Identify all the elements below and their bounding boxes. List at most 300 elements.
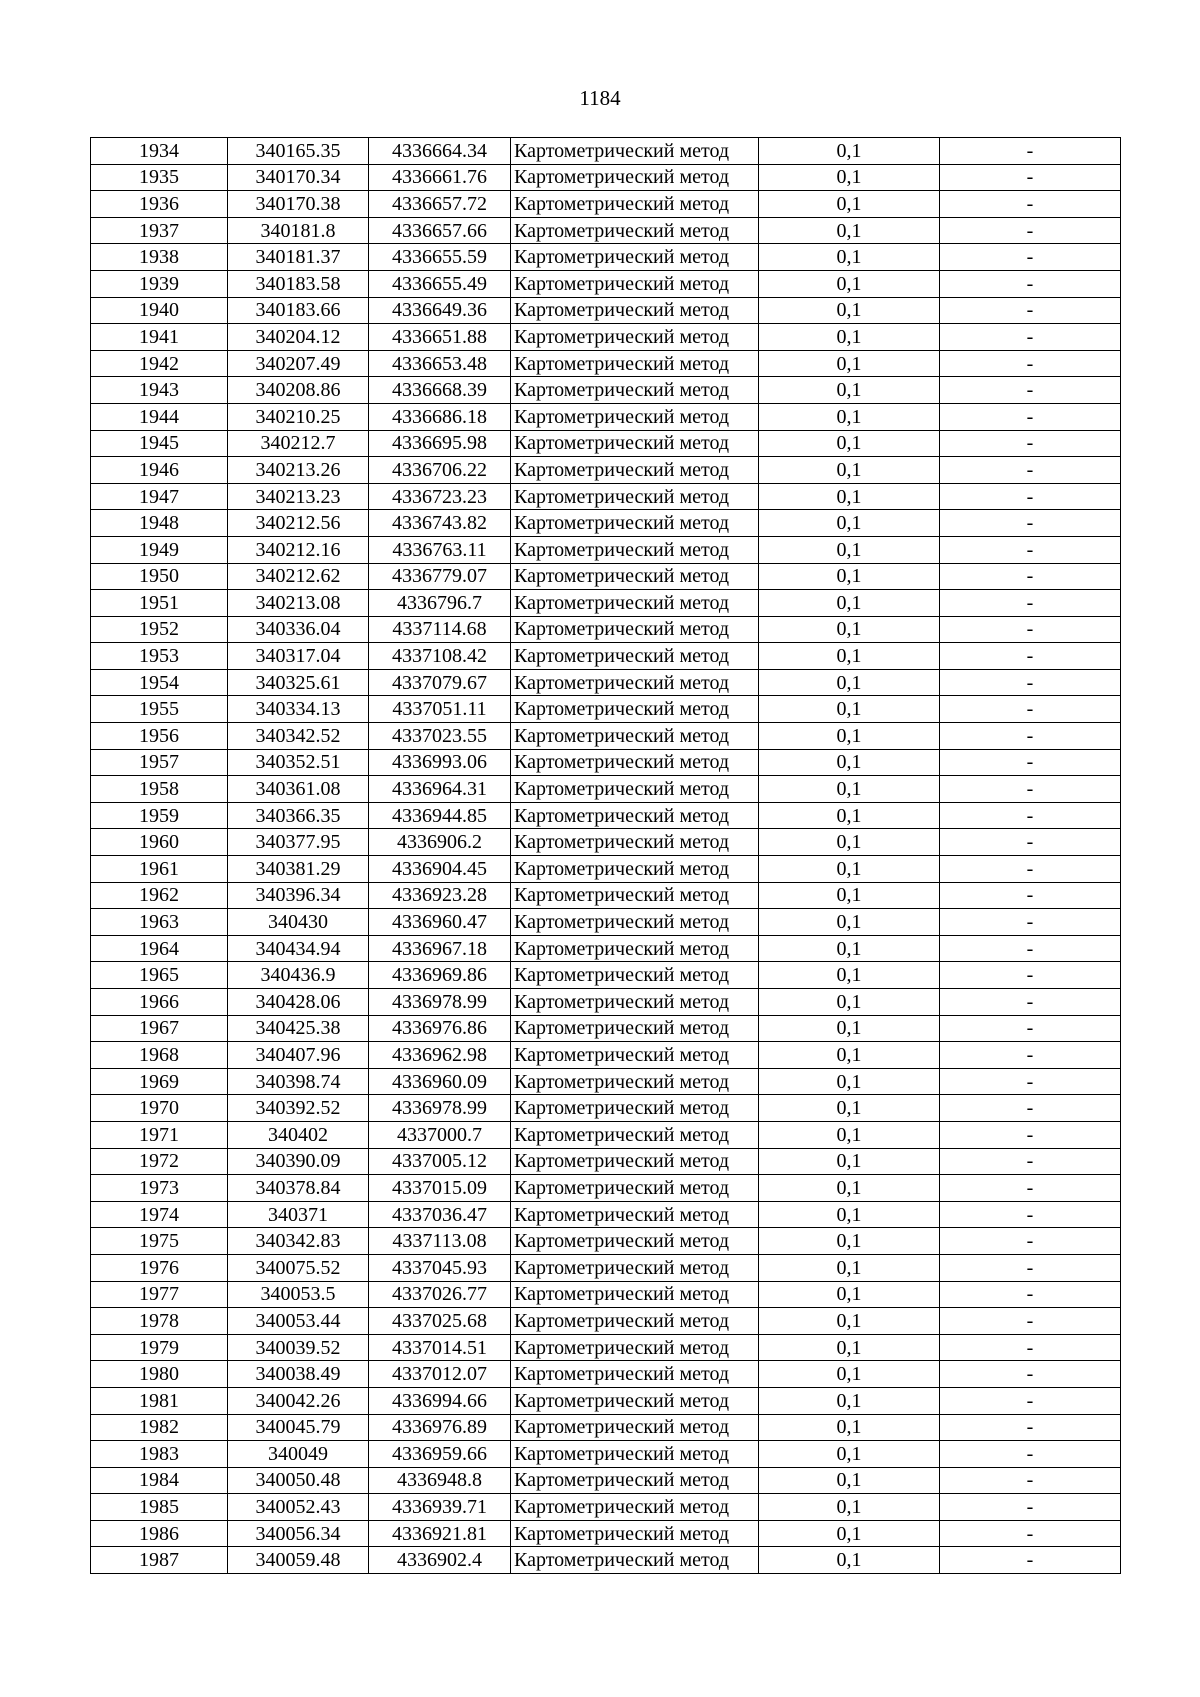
table-row [91, 1414, 1121, 1441]
x-coordinate-cell: 340075.52 [228, 1254, 369, 1281]
point-number-cell: 1939 [91, 270, 228, 297]
table-row [91, 377, 1121, 404]
accuracy-cell: 0,1 [759, 776, 940, 803]
x-coordinate-cell: 340436.9 [228, 962, 369, 989]
method-cell: Картометрический метод [511, 1042, 759, 1069]
accuracy-cell: 0,1 [759, 749, 940, 776]
method-cell: Картометрический метод [511, 483, 759, 510]
accuracy-cell: 0,1 [759, 882, 940, 909]
description-cell: - [940, 324, 1121, 351]
description-cell: - [940, 1148, 1121, 1175]
point-number-cell: 1964 [91, 935, 228, 962]
method-cell: Картометрический метод [511, 1175, 759, 1202]
point-number-cell: 1950 [91, 563, 228, 590]
accuracy-cell: 0,1 [759, 1547, 940, 1574]
method-cell: Картометрический метод [511, 1414, 759, 1441]
table-row [91, 1068, 1121, 1095]
accuracy-cell: 0,1 [759, 1441, 940, 1468]
method-cell: Картометрический метод [511, 909, 759, 936]
description-cell: - [940, 1201, 1121, 1228]
method-cell: Картометрический метод [511, 1387, 759, 1414]
description-cell: - [940, 457, 1121, 484]
table-row [91, 962, 1121, 989]
method-cell: Картометрический метод [511, 377, 759, 404]
description-cell: - [940, 1015, 1121, 1042]
y-coordinate-cell: 4336661.76 [369, 164, 511, 191]
x-coordinate-cell: 340213.23 [228, 483, 369, 510]
point-number-cell: 1972 [91, 1148, 228, 1175]
description-cell: - [940, 1361, 1121, 1388]
description-cell: - [940, 909, 1121, 936]
table-row [91, 1148, 1121, 1175]
accuracy-cell: 0,1 [759, 244, 940, 271]
method-cell: Картометрический метод [511, 776, 759, 803]
y-coordinate-cell: 4336653.48 [369, 350, 511, 377]
table-row [91, 270, 1121, 297]
table-row [91, 350, 1121, 377]
table-row [91, 1308, 1121, 1335]
point-number-cell: 1971 [91, 1121, 228, 1148]
point-number-cell: 1957 [91, 749, 228, 776]
table-row [91, 1467, 1121, 1494]
y-coordinate-cell: 4336978.99 [369, 989, 511, 1016]
y-coordinate-cell: 4336960.09 [369, 1068, 511, 1095]
point-number-cell: 1975 [91, 1228, 228, 1255]
y-coordinate-cell: 4336657.72 [369, 191, 511, 218]
table-row [91, 1228, 1121, 1255]
table-row [91, 430, 1121, 457]
y-coordinate-cell: 4336978.99 [369, 1095, 511, 1122]
description-cell: - [940, 483, 1121, 510]
method-cell: Картометрический метод [511, 457, 759, 484]
table-row [91, 1042, 1121, 1069]
table-row [91, 696, 1121, 723]
x-coordinate-cell: 340366.35 [228, 802, 369, 829]
x-coordinate-cell: 340181.37 [228, 244, 369, 271]
table-row [91, 457, 1121, 484]
y-coordinate-cell: 4336906.2 [369, 829, 511, 856]
point-number-cell: 1974 [91, 1201, 228, 1228]
point-number-cell: 1944 [91, 403, 228, 430]
method-cell: Картометрический метод [511, 563, 759, 590]
point-number-cell: 1983 [91, 1441, 228, 1468]
method-cell: Картометрический метод [511, 643, 759, 670]
description-cell: - [940, 590, 1121, 617]
point-number-cell: 1961 [91, 856, 228, 883]
x-coordinate-cell: 340053.5 [228, 1281, 369, 1308]
method-cell: Картометрический метод [511, 1547, 759, 1574]
method-cell: Картометрический метод [511, 856, 759, 883]
method-cell: Картометрический метод [511, 1254, 759, 1281]
method-cell: Картометрический метод [511, 403, 759, 430]
accuracy-cell: 0,1 [759, 643, 940, 670]
y-coordinate-cell: 4337051.11 [369, 696, 511, 723]
accuracy-cell: 0,1 [759, 1361, 940, 1388]
description-cell: - [940, 164, 1121, 191]
accuracy-cell: 0,1 [759, 536, 940, 563]
x-coordinate-cell: 340378.84 [228, 1175, 369, 1202]
y-coordinate-cell: 4336964.31 [369, 776, 511, 803]
table-row [91, 1015, 1121, 1042]
method-cell: Картометрический метод [511, 669, 759, 696]
y-coordinate-cell: 4336939.71 [369, 1494, 511, 1521]
table-row [91, 882, 1121, 909]
table-row [91, 510, 1121, 537]
x-coordinate-cell: 340381.29 [228, 856, 369, 883]
description-cell: - [940, 217, 1121, 244]
description-cell: - [940, 563, 1121, 590]
table-row [91, 1441, 1121, 1468]
x-coordinate-cell: 340334.13 [228, 696, 369, 723]
description-cell: - [940, 802, 1121, 829]
point-number-cell: 1966 [91, 989, 228, 1016]
page-number: 1184 [579, 86, 621, 110]
description-cell: - [940, 1281, 1121, 1308]
x-coordinate-cell: 340039.52 [228, 1334, 369, 1361]
description-cell: - [940, 244, 1121, 271]
method-cell: Картометрический метод [511, 191, 759, 218]
table-row [91, 1334, 1121, 1361]
x-coordinate-cell: 340398.74 [228, 1068, 369, 1095]
accuracy-cell: 0,1 [759, 829, 940, 856]
y-coordinate-cell: 4336962.98 [369, 1042, 511, 1069]
description-cell: - [940, 856, 1121, 883]
x-coordinate-cell: 340213.26 [228, 457, 369, 484]
y-coordinate-cell: 4336904.45 [369, 856, 511, 883]
description-cell: - [940, 882, 1121, 909]
x-coordinate-cell: 340317.04 [228, 643, 369, 670]
method-cell: Картометрический метод [511, 270, 759, 297]
table-row [91, 563, 1121, 590]
accuracy-cell: 0,1 [759, 723, 940, 750]
table-row [91, 616, 1121, 643]
table-row [91, 802, 1121, 829]
table-row [91, 829, 1121, 856]
description-cell: - [940, 1520, 1121, 1547]
x-coordinate-cell: 340049 [228, 1441, 369, 1468]
y-coordinate-cell: 4336902.4 [369, 1547, 511, 1574]
x-coordinate-cell: 340428.06 [228, 989, 369, 1016]
point-number-cell: 1962 [91, 882, 228, 909]
y-coordinate-cell: 4337036.47 [369, 1201, 511, 1228]
y-coordinate-cell: 4336923.28 [369, 882, 511, 909]
description-cell: - [940, 1414, 1121, 1441]
accuracy-cell: 0,1 [759, 616, 940, 643]
accuracy-cell: 0,1 [759, 1228, 940, 1255]
x-coordinate-cell: 340207.49 [228, 350, 369, 377]
description-cell: - [940, 669, 1121, 696]
point-number-cell: 1963 [91, 909, 228, 936]
x-coordinate-cell: 340181.8 [228, 217, 369, 244]
x-coordinate-cell: 340208.86 [228, 377, 369, 404]
point-number-cell: 1965 [91, 962, 228, 989]
x-coordinate-cell: 340204.12 [228, 324, 369, 351]
method-cell: Картометрический метод [511, 510, 759, 537]
y-coordinate-cell: 4336994.66 [369, 1387, 511, 1414]
accuracy-cell: 0,1 [759, 909, 940, 936]
table-row [91, 776, 1121, 803]
y-coordinate-cell: 4337025.68 [369, 1308, 511, 1335]
y-coordinate-cell: 4336668.39 [369, 377, 511, 404]
point-number-cell: 1940 [91, 297, 228, 324]
accuracy-cell: 0,1 [759, 324, 940, 351]
accuracy-cell: 0,1 [759, 1520, 940, 1547]
point-number-cell: 1934 [91, 138, 228, 165]
point-number-cell: 1938 [91, 244, 228, 271]
point-number-cell: 1958 [91, 776, 228, 803]
description-cell: - [940, 1441, 1121, 1468]
description-cell: - [940, 430, 1121, 457]
point-number-cell: 1982 [91, 1414, 228, 1441]
description-cell: - [940, 1467, 1121, 1494]
accuracy-cell: 0,1 [759, 669, 940, 696]
y-coordinate-cell: 4336969.86 [369, 962, 511, 989]
method-cell: Картометрический метод [511, 1228, 759, 1255]
table-row [91, 989, 1121, 1016]
x-coordinate-cell: 340170.34 [228, 164, 369, 191]
method-cell: Картометрический метод [511, 1494, 759, 1521]
point-number-cell: 1985 [91, 1494, 228, 1521]
accuracy-cell: 0,1 [759, 377, 940, 404]
x-coordinate-cell: 340402 [228, 1121, 369, 1148]
accuracy-cell: 0,1 [759, 989, 940, 1016]
point-number-cell: 1955 [91, 696, 228, 723]
y-coordinate-cell: 4336695.98 [369, 430, 511, 457]
accuracy-cell: 0,1 [759, 1121, 940, 1148]
accuracy-cell: 0,1 [759, 1281, 940, 1308]
x-coordinate-cell: 340210.25 [228, 403, 369, 430]
y-coordinate-cell: 4337005.12 [369, 1148, 511, 1175]
y-coordinate-cell: 4337113.08 [369, 1228, 511, 1255]
y-coordinate-cell: 4336779.07 [369, 563, 511, 590]
y-coordinate-cell: 4336706.22 [369, 457, 511, 484]
accuracy-cell: 0,1 [759, 297, 940, 324]
x-coordinate-cell: 340212.62 [228, 563, 369, 590]
accuracy-cell: 0,1 [759, 270, 940, 297]
accuracy-cell: 0,1 [759, 962, 940, 989]
method-cell: Картометрический метод [511, 430, 759, 457]
point-number-cell: 1978 [91, 1308, 228, 1335]
point-number-cell: 1959 [91, 802, 228, 829]
accuracy-cell: 0,1 [759, 1201, 940, 1228]
y-coordinate-cell: 4337045.93 [369, 1254, 511, 1281]
x-coordinate-cell: 340407.96 [228, 1042, 369, 1069]
description-cell: - [940, 191, 1121, 218]
y-coordinate-cell: 4337015.09 [369, 1175, 511, 1202]
point-number-cell: 1968 [91, 1042, 228, 1069]
accuracy-cell: 0,1 [759, 403, 940, 430]
table-row [91, 191, 1121, 218]
y-coordinate-cell: 4336944.85 [369, 802, 511, 829]
description-cell: - [940, 723, 1121, 750]
method-cell: Картометрический метод [511, 1068, 759, 1095]
point-number-cell: 1969 [91, 1068, 228, 1095]
y-coordinate-cell: 4336948.8 [369, 1467, 511, 1494]
x-coordinate-cell: 340361.08 [228, 776, 369, 803]
method-cell: Картометрический метод [511, 749, 759, 776]
y-coordinate-cell: 4336664.34 [369, 138, 511, 165]
x-coordinate-cell: 340052.43 [228, 1494, 369, 1521]
table-row [91, 669, 1121, 696]
method-cell: Картометрический метод [511, 536, 759, 563]
table-row [91, 590, 1121, 617]
accuracy-cell: 0,1 [759, 510, 940, 537]
method-cell: Картометрический метод [511, 1201, 759, 1228]
y-coordinate-cell: 4336686.18 [369, 403, 511, 430]
description-cell: - [940, 1387, 1121, 1414]
x-coordinate-cell: 340342.83 [228, 1228, 369, 1255]
description-cell: - [940, 749, 1121, 776]
method-cell: Картометрический метод [511, 164, 759, 191]
point-number-cell: 1967 [91, 1015, 228, 1042]
method-cell: Картометрический метод [511, 1520, 759, 1547]
accuracy-cell: 0,1 [759, 1042, 940, 1069]
point-number-cell: 1973 [91, 1175, 228, 1202]
accuracy-cell: 0,1 [759, 856, 940, 883]
accuracy-cell: 0,1 [759, 483, 940, 510]
table-row [91, 909, 1121, 936]
description-cell: - [940, 696, 1121, 723]
table-row [91, 723, 1121, 750]
point-number-cell: 1945 [91, 430, 228, 457]
table-row [91, 1361, 1121, 1388]
table-row [91, 1121, 1121, 1148]
table-row [91, 856, 1121, 883]
method-cell: Картометрический метод [511, 1121, 759, 1148]
description-cell: - [940, 616, 1121, 643]
method-cell: Картометрический метод [511, 590, 759, 617]
description-cell: - [940, 989, 1121, 1016]
x-coordinate-cell: 340342.52 [228, 723, 369, 750]
accuracy-cell: 0,1 [759, 1175, 940, 1202]
accuracy-cell: 0,1 [759, 1387, 940, 1414]
x-coordinate-cell: 340170.38 [228, 191, 369, 218]
y-coordinate-cell: 4336657.66 [369, 217, 511, 244]
point-number-cell: 1942 [91, 350, 228, 377]
y-coordinate-cell: 4336993.06 [369, 749, 511, 776]
description-cell: - [940, 510, 1121, 537]
accuracy-cell: 0,1 [759, 1414, 940, 1441]
accuracy-cell: 0,1 [759, 1467, 940, 1494]
y-coordinate-cell: 4336959.66 [369, 1441, 511, 1468]
x-coordinate-cell: 340390.09 [228, 1148, 369, 1175]
point-number-cell: 1979 [91, 1334, 228, 1361]
table-row [91, 1547, 1121, 1574]
description-cell: - [940, 643, 1121, 670]
x-coordinate-cell: 340045.79 [228, 1414, 369, 1441]
method-cell: Картометрический метод [511, 1361, 759, 1388]
table-row [91, 1175, 1121, 1202]
y-coordinate-cell: 4336796.7 [369, 590, 511, 617]
description-cell: - [940, 776, 1121, 803]
x-coordinate-cell: 340212.56 [228, 510, 369, 537]
method-cell: Картометрический метод [511, 802, 759, 829]
accuracy-cell: 0,1 [759, 217, 940, 244]
description-cell: - [940, 138, 1121, 165]
table-row [91, 324, 1121, 351]
description-cell: - [940, 935, 1121, 962]
point-number-cell: 1977 [91, 1281, 228, 1308]
table-row [91, 536, 1121, 563]
description-cell: - [940, 1121, 1121, 1148]
y-coordinate-cell: 4337000.7 [369, 1121, 511, 1148]
point-number-cell: 1951 [91, 590, 228, 617]
table-row [91, 483, 1121, 510]
point-number-cell: 1946 [91, 457, 228, 484]
accuracy-cell: 0,1 [759, 164, 940, 191]
description-cell: - [940, 536, 1121, 563]
x-coordinate-cell: 340371 [228, 1201, 369, 1228]
table-row [91, 1201, 1121, 1228]
method-cell: Картометрический метод [511, 324, 759, 351]
method-cell: Картометрический метод [511, 616, 759, 643]
table-row [91, 1494, 1121, 1521]
description-cell: - [940, 1494, 1121, 1521]
method-cell: Картометрический метод [511, 138, 759, 165]
description-cell: - [940, 403, 1121, 430]
method-cell: Картометрический метод [511, 1148, 759, 1175]
method-cell: Картометрический метод [511, 989, 759, 1016]
description-cell: - [940, 1334, 1121, 1361]
table-row [91, 749, 1121, 776]
y-coordinate-cell: 4336655.59 [369, 244, 511, 271]
description-cell: - [940, 1308, 1121, 1335]
method-cell: Картометрический метод [511, 1467, 759, 1494]
table-row [91, 935, 1121, 962]
x-coordinate-cell: 340212.16 [228, 536, 369, 563]
description-cell: - [940, 270, 1121, 297]
y-coordinate-cell: 4336921.81 [369, 1520, 511, 1547]
x-coordinate-cell: 340042.26 [228, 1387, 369, 1414]
description-cell: - [940, 377, 1121, 404]
table-row [91, 217, 1121, 244]
method-cell: Картометрический метод [511, 723, 759, 750]
accuracy-cell: 0,1 [759, 696, 940, 723]
method-cell: Картометрический метод [511, 1015, 759, 1042]
point-number-cell: 1970 [91, 1095, 228, 1122]
x-coordinate-cell: 340183.58 [228, 270, 369, 297]
table-row [91, 297, 1121, 324]
x-coordinate-cell: 340352.51 [228, 749, 369, 776]
method-cell: Картометрический метод [511, 244, 759, 271]
accuracy-cell: 0,1 [759, 1494, 940, 1521]
accuracy-cell: 0,1 [759, 590, 940, 617]
table-row [91, 1095, 1121, 1122]
x-coordinate-cell: 340212.7 [228, 430, 369, 457]
accuracy-cell: 0,1 [759, 1254, 940, 1281]
y-coordinate-cell: 4336743.82 [369, 510, 511, 537]
method-cell: Картометрический метод [511, 1281, 759, 1308]
coordinates-table [90, 137, 1121, 1574]
method-cell: Картометрический метод [511, 350, 759, 377]
x-coordinate-cell: 340434.94 [228, 935, 369, 962]
y-coordinate-cell: 4337108.42 [369, 643, 511, 670]
table-row [91, 1281, 1121, 1308]
y-coordinate-cell: 4336723.23 [369, 483, 511, 510]
accuracy-cell: 0,1 [759, 350, 940, 377]
y-coordinate-cell: 4337023.55 [369, 723, 511, 750]
description-cell: - [940, 1095, 1121, 1122]
table-row [91, 1387, 1121, 1414]
description-cell: - [940, 1042, 1121, 1069]
table-row [91, 244, 1121, 271]
x-coordinate-cell: 340430 [228, 909, 369, 936]
x-coordinate-cell: 340183.66 [228, 297, 369, 324]
description-cell: - [940, 1068, 1121, 1095]
method-cell: Картометрический метод [511, 935, 759, 962]
method-cell: Картометрический метод [511, 882, 759, 909]
accuracy-cell: 0,1 [759, 1334, 940, 1361]
